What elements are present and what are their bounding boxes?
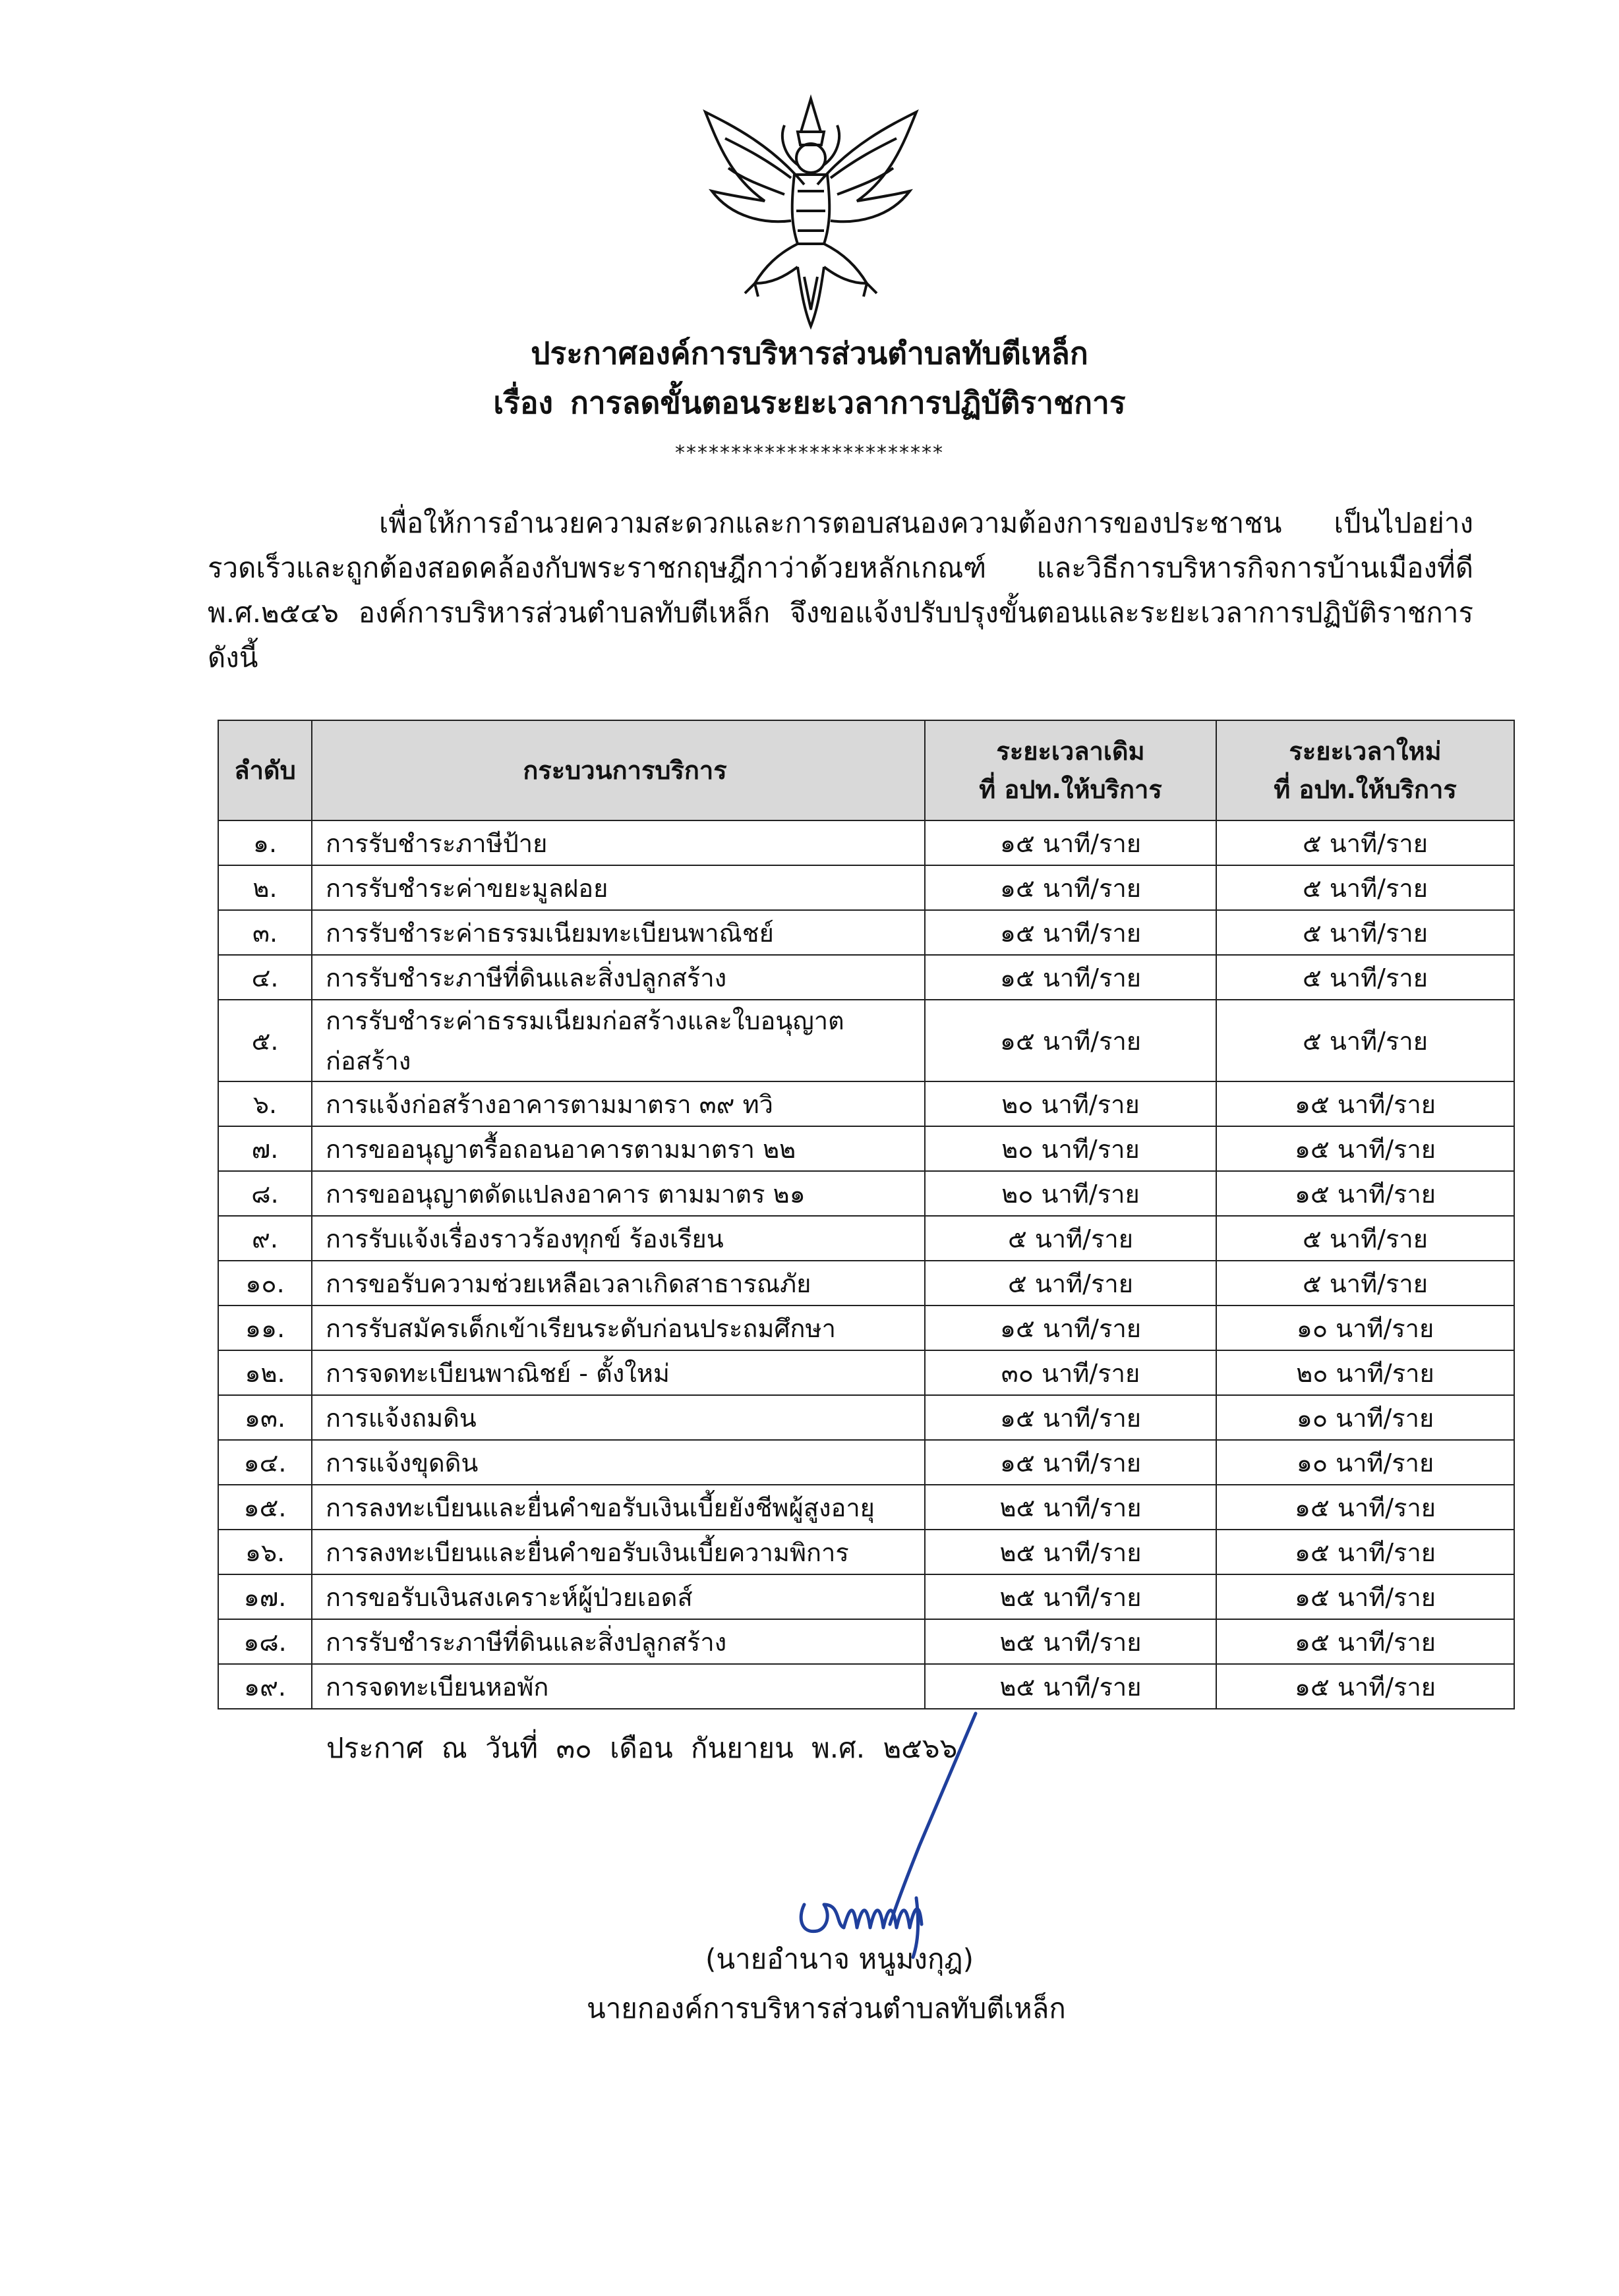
row-service: การรับแจ้งเรื่องราวร้องทุกข์ ร้องเรียน <box>312 1216 925 1261</box>
row-service: การแจ้งถมดิน <box>312 1395 925 1440</box>
row-new-time: ๑๐ นาที/ราย <box>1216 1440 1514 1485</box>
row-number: ๕. <box>218 1000 312 1081</box>
row-old-time: ๑๕ นาที/ราย <box>925 1000 1216 1081</box>
row-number: ๑๖. <box>218 1530 312 1574</box>
subject-label: เรื่อง <box>493 385 553 420</box>
row-new-time: ๑๕ นาที/ราย <box>1216 1485 1514 1530</box>
row-old-time: ๒๕ นาที/ราย <box>925 1485 1216 1530</box>
table-row <box>218 1664 1514 1709</box>
row-service: การจดทะเบียนพาณิชย์ - ตั้งใหม่ <box>312 1350 925 1395</box>
row-old-time: ๑๕ นาที/ราย <box>925 910 1216 955</box>
row-number: ๑๐. <box>218 1261 312 1306</box>
header-old-time <box>925 720 1216 820</box>
row-new-time: ๑๕ นาที/ราย <box>1216 1126 1514 1171</box>
row-number: ๑๓. <box>218 1395 312 1440</box>
row-new-time: ๕ นาที/ราย <box>1216 1000 1514 1081</box>
table-row <box>218 1574 1514 1619</box>
row-old-time: ๑๕ นาที/ราย <box>925 820 1216 865</box>
table-row <box>218 1126 1514 1171</box>
subject-text: การลดขั้นตอนระยะเวลาการปฏิบัติราชการ <box>570 385 1126 420</box>
row-old-time: ๕ นาที/ราย <box>925 1261 1216 1306</box>
row-old-time: ๑๕ นาที/ราย <box>925 865 1216 910</box>
row-new-time: ๑๕ นาที/ราย <box>1216 1664 1514 1709</box>
table-row <box>218 1395 1514 1440</box>
row-number: ๑๕. <box>218 1485 312 1530</box>
row-old-time: ๒๕ นาที/ราย <box>925 1574 1216 1619</box>
row-new-time: ๕ นาที/ราย <box>1216 955 1514 1000</box>
row-new-time: ๑๕ นาที/ราย <box>1216 1574 1514 1619</box>
row-service: การรับชำระภาษีที่ดินและสิ่งปลูกสร้าง <box>312 955 925 1000</box>
header-new-line2: ที่ อปท.ให้บริการ <box>1274 775 1457 804</box>
row-service: การขอรับความช่วยเหลือเวลาเกิดสาธารณภัย <box>312 1261 925 1306</box>
row-new-time: ๑๕ นาที/ราย <box>1216 1619 1514 1664</box>
row-old-time: ๒๕ นาที/ราย <box>925 1664 1216 1709</box>
row-old-time: ๒๐ นาที/ราย <box>925 1126 1216 1171</box>
row-service: การรับสมัครเด็กเข้าเรียนระดับก่อนประถมศึกษา <box>312 1306 925 1350</box>
row-number: ๙. <box>218 1216 312 1261</box>
row-service: การลงทะเบียนและยื่นคำขอรับเงินเบี้ยยังชีพผู้สูงอายุ <box>312 1485 925 1530</box>
row-old-time: ๑๕ นาที/ราย <box>925 1440 1216 1485</box>
row-old-time: ๒๐ นาที/ราย <box>925 1081 1216 1126</box>
intro-text: เพื่อให้การอำนวยความสะดวกและการตอบสนองความต้องการของประชาชน เป็นไปอย่างรวดเร็วและถูกต้องสอดคล้องกับพระราชกฤษฎีกาว่าด้วยหลักเกณฑ์ และวิธีการบริหารกิจการบ้านเมืองที่ดี พ.ศ.๒๕๔๖ องค์การบริหารส่วนตำบลทับตีเหล็ก จึงขอแจ้งปรับปรุงขั้นตอนและระยะเวลาการปฏิบัติราชการ ดังนี้ <box>208 507 1473 674</box>
row-new-time: ๕ นาที/ราย <box>1216 1261 1514 1306</box>
header-no: ลำดับ <box>218 720 312 820</box>
header-service: กระบวนการบริการ <box>312 720 925 820</box>
signer-title: นายกองค์การบริหารส่วนตำบลทับตีเหล็ก <box>587 1992 1066 2024</box>
row-number: ๑๙. <box>218 1664 312 1709</box>
row-new-time: ๑๕ นาที/ราย <box>1216 1081 1514 1126</box>
table-body <box>218 820 1514 1709</box>
table-row <box>218 910 1514 955</box>
row-service: การแจ้งขุดดิน <box>312 1440 925 1485</box>
table-row <box>218 1530 1514 1574</box>
row-old-time: ๒๕ นาที/ราย <box>925 1530 1216 1574</box>
header-new-time <box>1216 720 1514 820</box>
row-new-time: ๑๐ นาที/ราย <box>1216 1306 1514 1350</box>
row-number: ๔. <box>218 955 312 1000</box>
row-number: ๑๔. <box>218 1440 312 1485</box>
row-old-time: ๑๕ นาที/ราย <box>925 1395 1216 1440</box>
table-row <box>218 1216 1514 1261</box>
row-old-time: ๓๐ นาที/ราย <box>925 1350 1216 1395</box>
table-row <box>218 820 1514 865</box>
row-old-time: ๒๐ นาที/ราย <box>925 1171 1216 1216</box>
table-row <box>218 1261 1514 1306</box>
table-row <box>218 1350 1514 1395</box>
row-number: ๑. <box>218 820 312 865</box>
row-service: การรับชำระค่าธรรมเนียมทะเบียนพาณิชย์ <box>312 910 925 955</box>
row-service: การขออนุญาตรื้อถอนอาคารตามมาตรา ๒๒ <box>312 1126 925 1171</box>
table-row <box>218 1440 1514 1485</box>
row-old-time: ๑๕ นาที/ราย <box>925 1306 1216 1350</box>
row-new-time: ๕ นาที/ราย <box>1216 910 1514 955</box>
row-service: การขอรับเงินสงเคราะห์ผู้ป่วยเอดส์ <box>312 1574 925 1619</box>
row-service: การรับชำระภาษีที่ดินและสิ่งปลูกสร้าง <box>312 1619 925 1664</box>
announcement-subject <box>0 379 1619 427</box>
row-number: ๒. <box>218 865 312 910</box>
table-row <box>218 1485 1514 1530</box>
row-new-time: ๑๐ นาที/ราย <box>1216 1395 1514 1440</box>
row-old-time: ๕ นาที/ราย <box>925 1216 1216 1261</box>
table-header-row <box>218 720 1514 820</box>
row-service: การรับชำระภาษีป้าย <box>312 820 925 865</box>
header-old-line2: ที่ อปท.ให้บริการ <box>979 775 1162 804</box>
separator-line: ************************ <box>675 442 944 465</box>
row-old-time: ๒๕ นาที/ราย <box>925 1619 1216 1664</box>
row-old-time: ๑๕ นาที/ราย <box>925 955 1216 1000</box>
table-row <box>218 1306 1514 1350</box>
row-number: ๘. <box>218 1171 312 1216</box>
row-service: การจดทะเบียนหอพัก <box>312 1664 925 1709</box>
row-new-time: ๑๕ นาที/ราย <box>1216 1171 1514 1216</box>
row-service: การขออนุญาตดัดแปลงอาคาร ตามมาตร ๒๑ <box>312 1171 925 1216</box>
row-new-time: ๕ นาที/ราย <box>1216 865 1514 910</box>
row-number: ๑๘. <box>218 1619 312 1664</box>
table-row <box>218 1619 1514 1664</box>
service-time-table <box>218 720 1515 1709</box>
row-new-time: ๕ นาที/ราย <box>1216 820 1514 865</box>
row-new-time: ๑๕ นาที/ราย <box>1216 1530 1514 1574</box>
row-number: ๑๑. <box>218 1306 312 1350</box>
intro-paragraph <box>208 501 1473 680</box>
row-new-time: ๒๐ นาที/ราย <box>1216 1350 1514 1395</box>
row-number: ๓. <box>218 910 312 955</box>
table-row <box>218 955 1514 1000</box>
row-number: ๖. <box>218 1081 312 1126</box>
row-number: ๑๗. <box>218 1574 312 1619</box>
row-new-time: ๕ นาที/ราย <box>1216 1216 1514 1261</box>
signer-name: (นายอำนาจ หนูมงกุฎ) <box>705 1943 974 1975</box>
row-service: การรับชำระค่าธรรมเนียมก่อสร้างและใบอนุญาตก่อสร้าง <box>312 1000 925 1081</box>
header-new-line1: ระยะเวลาใหม่ <box>1289 737 1442 766</box>
row-number: ๑๒. <box>218 1350 312 1395</box>
row-service: การรับชำระค่าขยะมูลฝอย <box>312 865 925 910</box>
table-row <box>218 865 1514 910</box>
announcement-date: ประกาศ ณ วันที่ ๓๐ เดือน กันยายน พ.ศ. ๒๕๖๖ <box>326 1732 958 1764</box>
announcement-title: ประกาศองค์การบริหารส่วนตำบลทับตีเหล็ก <box>531 335 1088 371</box>
row-number: ๗. <box>218 1126 312 1171</box>
garuda-emblem <box>692 86 929 336</box>
row-service: การลงทะเบียนและยื่นคำขอรับเงินเบี้ยความพิการ <box>312 1530 925 1574</box>
table-row <box>218 1171 1514 1216</box>
table-row <box>218 1000 1514 1081</box>
table-row <box>218 1081 1514 1126</box>
header-old-line1: ระยะเวลาเดิม <box>996 737 1145 766</box>
row-service: การแจ้งก่อสร้างอาคารตามมาตรา ๓๙ ทวิ <box>312 1081 925 1126</box>
